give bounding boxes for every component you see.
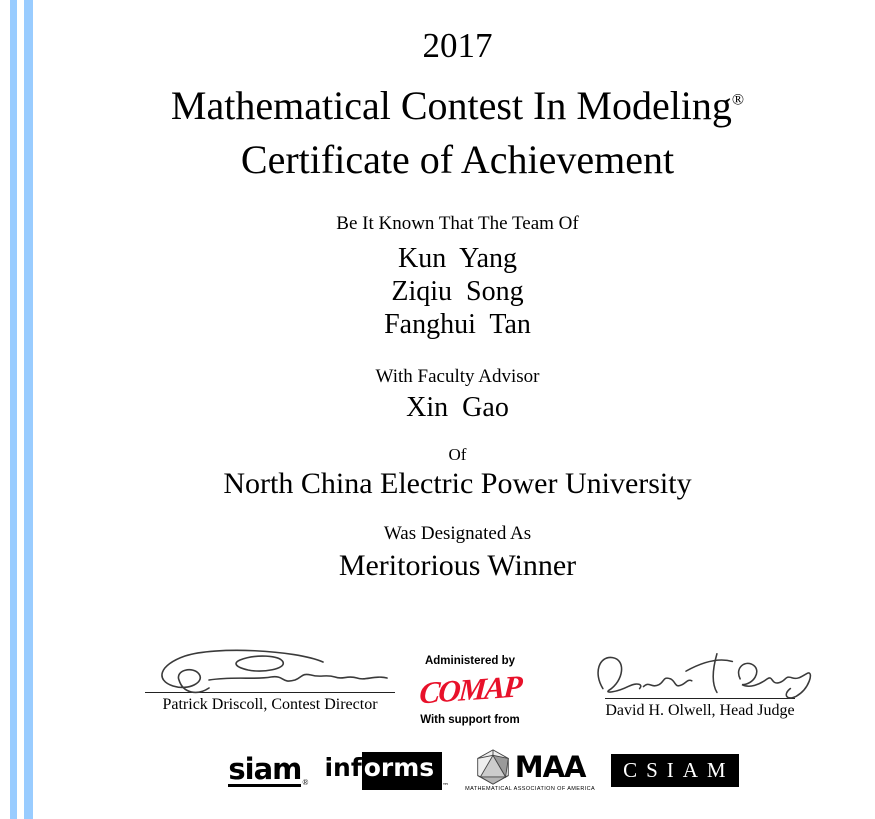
- contest-director-signature-icon: [145, 646, 395, 698]
- head-judge-signature-icon: [588, 646, 813, 704]
- maa-logo-top: [475, 749, 586, 785]
- advisor-intro-text: With Faculty Advisor: [375, 366, 540, 387]
- maa-caption-text: MATHEMATICAL ASSOCIATION OF AMERICA: [465, 786, 596, 792]
- of-label: Of: [448, 445, 467, 464]
- siam-logo: [228, 751, 309, 787]
- informs-logo-prefix: inf: [324, 752, 362, 782]
- informs-logo-box: orms: [362, 752, 442, 790]
- sponsor-logo-row: [66, 749, 875, 792]
- contest-director-name: Patrick Driscoll, Contest Director: [162, 696, 378, 713]
- certificate-body: [40, 0, 875, 792]
- head-judge-signature-block: [585, 646, 815, 721]
- maa-logo: [465, 749, 595, 792]
- support-from-label: With support from: [420, 714, 520, 726]
- csiam-logo: [611, 754, 739, 787]
- contest-director-signature-block: [140, 646, 400, 715]
- maa-icosahedron-icon: [475, 749, 511, 785]
- certificate-subtitle: Certificate of Achievement: [240, 137, 675, 182]
- institution-name: North China Electric Power University: [223, 467, 692, 500]
- csiam-logo-text: CSIAM: [623, 758, 735, 782]
- left-border-stripe-inner: [24, 0, 33, 819]
- certificate-year: 2017: [422, 26, 493, 65]
- comap-logo: COMAP: [418, 668, 522, 711]
- siam-logo-text: siam: [228, 751, 302, 786]
- registered-trademark-symbol: ®: [731, 91, 745, 109]
- contest-title-text: Mathematical Contest In Modeling: [170, 83, 732, 128]
- head-judge-name: David H. Olwell, Head Judge: [605, 702, 795, 719]
- team-member-name: Ziqiu Song: [391, 276, 524, 307]
- contest-title: [40, 80, 875, 132]
- administered-by-block: [380, 646, 560, 727]
- maa-logo-text: MAA: [514, 750, 586, 784]
- administered-by-label: Administered by: [424, 655, 516, 667]
- signature-line: [605, 698, 795, 699]
- designation-intro-text: Was Designated As: [383, 523, 532, 544]
- informs-logo: [324, 752, 449, 790]
- left-border-stripe-outer: [10, 0, 17, 819]
- team-member-name: Kun Yang: [397, 243, 518, 274]
- designation-title: Meritorious Winner: [338, 549, 577, 582]
- team-intro-text: Be It Known That The Team Of: [336, 213, 579, 234]
- informs-trademark-symbol: ™: [442, 781, 450, 790]
- team-member-list: [40, 242, 875, 341]
- advisor-name: Xin Gao: [406, 392, 509, 423]
- team-member-name: Fanghui Tan: [384, 309, 531, 340]
- signature-line: [145, 692, 395, 693]
- signature-band: [40, 646, 875, 727]
- siam-registered-symbol: ®: [302, 777, 309, 787]
